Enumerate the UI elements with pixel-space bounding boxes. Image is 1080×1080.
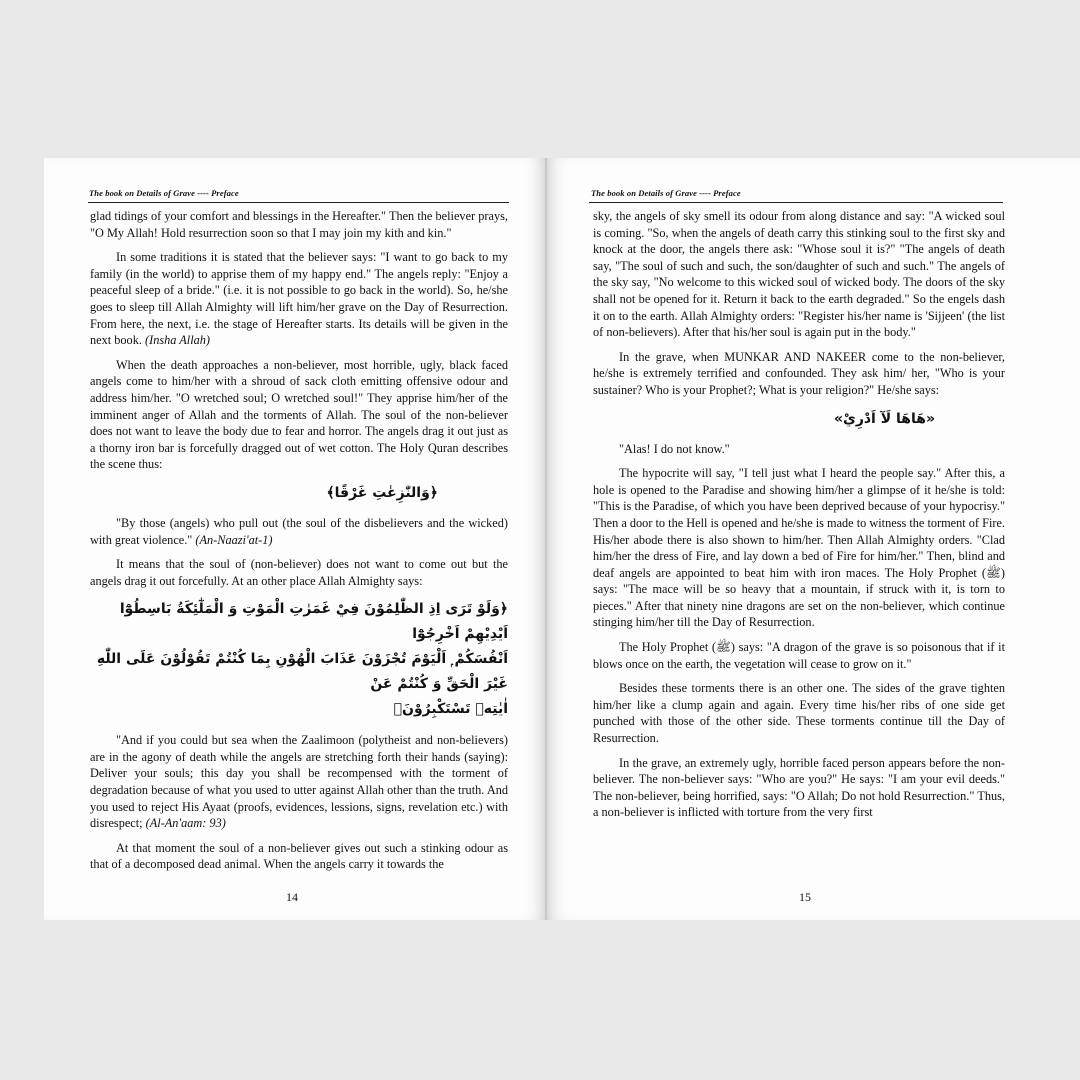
paragraph [90,515,508,548]
arabic-line: ﴿وَلَوْ تَرَى اِذِ الظّٰلِمُوْنَ فِيْ غَمَرٰتِ الْمَوْتِ وَ الْمَلٰٓئِكَةُ بَاسِطُوْٓا اَيْدِيْهِمْ اَخْرِجُوْٓا [119,601,508,643]
insha-allah: (Insha Allah) [145,333,211,348]
paragraph-text: "By those (angels) who pull out (the soul of the disbelievers and the wicked) with great violence." [90,515,508,547]
arabic-line: اٰيٰتِهٖ تَسْتَكْبِرُوْنَ﴾ [393,701,508,718]
arabic-verse [90,597,508,722]
running-head: The book on Details of Grave ---- Preface [591,188,741,198]
arabic-verse: ﴿وَالنّٰزِعٰتِ غَرْقًا﴾ [326,484,438,501]
right-page [547,158,1080,920]
paragraph: At that moment the soul of a non-believer gives out such a stinking odour as that of a decomposed dead animal. When the angels carry it towards the [90,840,508,872]
paragraph [90,249,508,349]
running-head: The book on Details of Grave ---- Preface [89,188,239,198]
header-rule [589,202,1003,203]
citation: (An-Naazi'at-1) [195,532,273,547]
paragraph: The Holy Prophet (ﷺ) says: "A dragon of the grave is so poisonous that if it blows once on the earth, the vegetation will cease to grow on it." [593,640,1005,671]
page-body [90,208,508,881]
page-body [593,208,1005,829]
arabic-quote: «هَاهَا لَآ اَدْرِيْ» [833,410,935,427]
left-page [44,158,545,920]
paragraph: In the grave, when MUNKAR AND NAKEER come to the non-believer, he/she is extremely terrified and confounded. They ask him/ her, "Who is your sustainer? Who is your Prophet?; What is your religion?" He/she says: [593,349,1005,397]
paragraph: In the grave, an extremely ugly, horrible faced person appears before the non-believer. The non-believer says: "Who are you?" He says: "I am your evil deeds." The non-believer, being horrified, says: "O Allah; Do not hold Resurrection." Thus, a non-believer is inflicted with torture from the very first [593,755,1005,820]
arabic-line: اَنْفُسَكُمْ ۭ اَلْيَوْمَ تُجْزَوْنَ عَذَابَ الْهُوْنِ بِمَا كُنْتُمْ تَقُوْلُوْنَ عَلَى اللّٰهِ غَيْرَ الْحَقِّ وَ كُنْتُمْ عَنْ [96,651,508,693]
page-number: 14 [286,890,298,904]
paragraph-text: In some traditions it is stated that the believer says: "I want to go back to my family (in the world) to apprise them of my happy end." The angels reply: "Enjoy a peaceful sleep of a bride." (i.e. it is not possible to go back in the world). So, he/she goes to sleep till Allah Almighty will lift him/her grave on the Day of Resurrection. From here, the next, i.e. the stage of Hereafter starts. Its details will be given in the next book. [90,250,508,348]
paragraph: The hypocrite will say, "I tell just what I heard the people say." After this, a hole is opened to the Paradise and showing him/her a glimpse of it he/she is told: "This is the Paradise, of which you have been deprived because of your hypocrisy." Then a door to the Hell is opened and he/she is made to witness the torment of Fire. His/her abode there is also shown to him/her. Then Allah Almighty orders. "Clad him/her the dress of Fire, and lay down a bed of Fire for him/her." Then, blind and deaf angels are appointed to beat him with iron maces. The Holy Prophet (ﷺ) says: "The mace will be so heavy that a mountain, if struck with it, is torn to pieces." After that ninety nine dragons are set on the non-believer, which continue stinging him/her till the Day of Resurrection. [593,466,1005,630]
paragraph: Besides these torments there is an other one. The sides of the grave tighten him/her like a clump again and again. Every time his/her ribs of one side get punched with those of the other side. These torments continue till the Day of Resurrection. [593,681,1005,746]
paragraph: "Alas! I do not know." [619,441,730,456]
paragraph: When the death approaches a non-believer, most horrible, ugly, black faced angels come to him/her with a shroud of sack cloth emitting offensive odour and address him/her. "O wretched soul; O wretched soul!" They apprise him/her of the imminent anger of Allah and the torments of Allah. The soul of the non-believer does not want to leave the body due to fear and horror. The angels drag it out just as a thorny iron bar is forcefully dragged out of wet cotton. The Holy Quran describes the scene thus: [90,357,508,472]
paragraph: It means that the soul of (non-believer) does not want to come out but the angels drag it out forcefully. At an other place Allah Almighty says: [90,557,508,588]
book-spread [44,158,1080,920]
paragraph: glad tidings of your comfort and blessings in the Hereafter." Then the believer prays, "O My Allah! Hold resurrection soon so that I may join my kith and kin." [90,209,508,240]
paragraph [90,732,508,832]
paragraph-text: "And if you could but sea when the Zaalimoon (polytheist and non-believers) are in the agony of death while the angels are stretching forth their hands (saying): Deliver your souls; this day you shall be recompensed with the torment of degradation because of what you used to utter against Allah other than the truth. And you used to reject His Ayaat (proofs, evidences, lessions, signs, revelation etc.) with disrespect; [90,733,508,831]
page-number: 15 [799,890,811,904]
header-rule [88,202,509,203]
paragraph: sky, the angels of sky smell its odour from along distance and say: "A wicked soul is coming. "So, when the angels of death carry this stinking soul to the first sky and knock at the door, the angels there ask: "Whose soul it is?" "The angels of death say, "The soul of such and such, the son/daughter of such and such." The angels of the sky say, "No welcome to this wicked soul of wicked body. The doors of the sky shall not be opened for it. Return it back to the earth degraded." So the engels dash it on to the earth. Allah Almighty orders: "Register his/her name is 'Sijjeen' (the list of non-believers). After that his/her soul is again put in the body." [593,209,1005,340]
citation: (Al-An'aam: 93) [145,816,226,831]
